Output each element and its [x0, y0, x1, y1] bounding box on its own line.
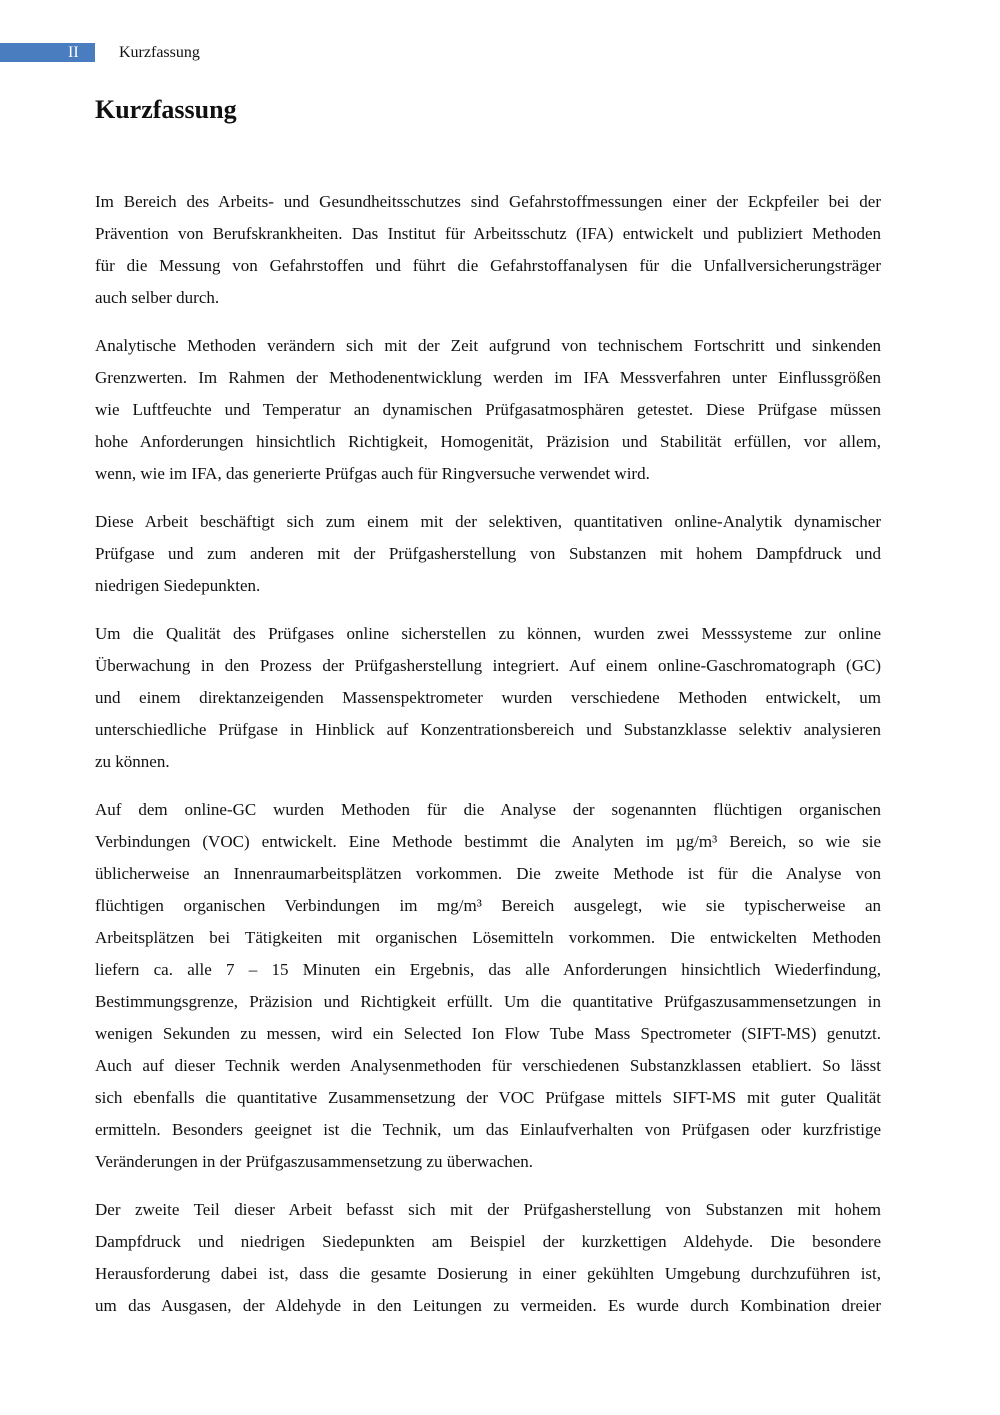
text-line: für die Messung von Gefahrstoffen und führt die Gefahrstoffanalysen für die Unfallversicherungsträger [95, 256, 881, 275]
text-line: Auch auf dieser Technik werden Analysenmethoden für verschiedenen Substanzklassen etabliert. So lässt [95, 1056, 881, 1075]
running-header: Kurzfassung [119, 44, 200, 61]
text-line: und einem direktanzeigenden Massenspektrometer wurden verschiedene Methoden entwickelt, um [95, 688, 881, 707]
paragraph [95, 186, 881, 314]
paragraph [95, 1194, 881, 1322]
text-line: auch selber durch. [95, 288, 220, 307]
text-line: hohe Anforderungen hinsichtlich Richtigkeit, Homogenität, Präzision und Stabilität erfüllen, vor allem, [95, 432, 881, 451]
text-line: zu können. [95, 752, 170, 771]
text-line: flüchtigen organischen Verbindungen im mg/m³ Bereich ausgelegt, wie sie typischerweise an [95, 896, 881, 915]
text-line: Überwachung in den Prozess der Prüfgasherstellung integriert. Auf einem online-Gaschromatograph (GC) [95, 656, 881, 675]
text-line: Auf dem online-GC wurden Methoden für die Analyse der sogenannten flüchtigen organischen [95, 800, 881, 819]
paragraph [95, 618, 881, 778]
text-line: Der zweite Teil dieser Arbeit befasst sich mit der Prüfgasherstellung von Substanzen mit hohem [95, 1200, 881, 1219]
text-line: ermitteln. Besonders geeignet ist die Technik, um das Einlaufverhalten von Prüfgasen oder kurzfristige [95, 1120, 881, 1139]
paragraph [95, 330, 881, 490]
page-title: Kurzfassung [95, 95, 237, 124]
text-line: Arbeitsplätzen bei Tätigkeiten mit organischen Lösemitteln vorkommen. Die entwickelten Methoden [95, 928, 881, 947]
text-line: sich ebenfalls die quantitative Zusammensetzung der VOC Prüfgase mittels SIFT-MS mit guter Qualität [95, 1088, 881, 1107]
text-line: Um die Qualität des Prüfgases online sicherstellen zu können, wurden zwei Messsysteme zur online [95, 624, 881, 643]
text-line: Verbindungen (VOC) entwickelt. Eine Methode bestimmt die Analyten im µg/m³ Bereich, so wie sie [95, 832, 881, 851]
text-line: Prävention von Berufskrankheiten. Das Institut für Arbeitsschutz (IFA) entwickelt und publiziert Methoden [95, 224, 881, 243]
text-line: Herausforderung dabei ist, dass die gesamte Dosierung in einer gekühlten Umgebung durchzuführen ist, [95, 1264, 881, 1283]
text-line: üblicherweise an Innenraumarbeitsplätzen vorkommen. Die zweite Methode ist für die Analyse von [95, 864, 881, 883]
text-line: Analytische Methoden verändern sich mit der Zeit aufgrund von technischem Fortschritt und sinkenden [95, 336, 881, 355]
text-line: wenn, wie im IFA, das generierte Prüfgas auch für Ringversuche verwendet wird. [95, 464, 650, 483]
paragraph [95, 794, 881, 1178]
text-line: unterschiedliche Prüfgase in Hinblick auf Konzentrationsbereich und Substanzklasse selektiv analysieren [95, 720, 881, 739]
page-number: II [68, 44, 79, 61]
header-accent-bar [0, 43, 95, 62]
body-text [95, 186, 881, 1338]
text-line: Bestimmungsgrenze, Präzision und Richtigkeit erfüllt. Um die quantitative Prüfgaszusammensetzungen in [95, 992, 881, 1011]
text-line: liefern ca. alle 7 – 15 Minuten ein Ergebnis, das alle Anforderungen hinsichtlich Wiederfindung, [95, 960, 881, 979]
text-line: wenigen Sekunden zu messen, wird ein Selected Ion Flow Tube Mass Spectrometer (SIFT-MS) genutzt. [95, 1024, 881, 1043]
text-line: niedrigen Siedepunkten. [95, 576, 261, 595]
text-line: Veränderungen in der Prüfgaszusammensetzung zu überwachen. [95, 1152, 534, 1171]
text-line: Diese Arbeit beschäftigt sich zum einem mit der selektiven, quantitativen online-Analytik dynamischer [95, 512, 881, 531]
text-line: wie Luftfeuchte und Temperatur an dynamischen Prüfgasatmosphären getestet. Diese Prüfgase müssen [95, 400, 881, 419]
text-line: um das Ausgasen, der Aldehyde in den Leitungen zu vermeiden. Es wurde durch Kombination dreier [95, 1296, 881, 1315]
text-line: Dampfdruck und niedrigen Siedepunkten am Beispiel der kurzkettigen Aldehyde. Die besondere [95, 1232, 881, 1251]
text-line: Prüfgase und zum anderen mit der Prüfgasherstellung von Substanzen mit hohem Dampfdruck und [95, 544, 881, 563]
paragraph [95, 506, 881, 602]
text-line: Grenzwerten. Im Rahmen der Methodenentwicklung werden im IFA Messverfahren unter Einflussgrößen [95, 368, 881, 387]
text-line: Im Bereich des Arbeits- und Gesundheitsschutzes sind Gefahrstoffmessungen einer der Eckpfeiler bei der [95, 192, 881, 211]
